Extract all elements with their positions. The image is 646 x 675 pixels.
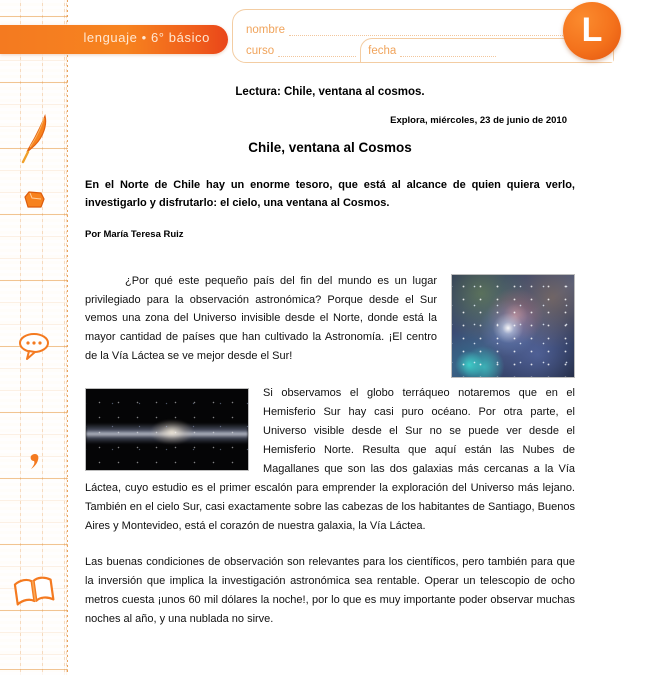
milky-way-photo	[85, 388, 249, 471]
open-book-icon	[0, 574, 68, 612]
nombre-label: nombre	[246, 24, 285, 36]
subject-tab[interactable]	[0, 25, 228, 54]
inkwell-icon	[0, 188, 68, 216]
paragraph-3: Las buenas condiciones de observación son relevantes para los científicos, pero también para que la inversión que implica la investigación astronómica sea rentable. Operar un telescopio de ocho metros cuesta ¡unos 60 mil dólares la noche!, por lo que es muy importante poder observar muchas noches al año, y una nublada no sirve.	[85, 556, 575, 626]
reading-label: Lectura: Chile, ventana al cosmos.	[235, 86, 425, 98]
nebula-stars-overlay	[452, 275, 574, 377]
curso-input-line[interactable]	[278, 46, 356, 57]
fecha-label: fecha	[368, 45, 397, 57]
nebula-photo	[451, 274, 575, 378]
byline: Por María Teresa Ruiz	[85, 228, 184, 240]
subject-badge-letter: L	[581, 10, 603, 49]
nombre-field[interactable]	[246, 24, 611, 36]
page-title: Chile, ventana al Cosmos	[248, 140, 412, 155]
fecha-input-line[interactable]	[400, 46, 496, 57]
speech-bubble-icon	[0, 332, 68, 364]
comma-icon	[0, 452, 68, 478]
milky-way-stars-overlay	[86, 389, 248, 470]
source-credit: Explora, miércoles, 23 de junio de 2010	[390, 115, 567, 126]
paragraph-1: ¿Por qué este pequeño país del fin del mundo es un lugar privilegiado para la observación astronómica? Porque desde el Sur vemos una zona del Universo invisible desde el Norte, donde está la mayor cantidad de países que han cultivado la Astronomía. ¡El centro de la Vía Láctea se ve mejor desde el Sur!	[85, 274, 437, 363]
subject-badge	[563, 2, 621, 60]
curso-fecha-fields[interactable]	[246, 45, 496, 57]
lead-paragraph: En el Norte de Chile hay un enorme tesoro, que está al alcance de quien quiera verlo, investigarlo y disfrutarlo: el cielo, una ventana al Cosmos.	[85, 179, 575, 209]
quill-pen-icon	[0, 112, 68, 170]
paragraph-block-1	[85, 272, 575, 385]
paragraph-2: Si observamos el globo terráqueo notaremos que en el Hemisferio Sur hay casi puro océano. Por otra parte, el Universo visible desde el Sur no se puede ver desde el Hemisferio Norte. Resulta que aquí están las Nubes de Magallanes que son las dos galaxias más cercanas a la Vía Láctea, cuyo estudio es el primer escalón para emprender la exploración del Universo más lejano. También en el cielo Sur, casi exactamente sobre las cabezas de los habitantes de Santiago, Buenos Aires y Montevideo, está el corazón de nuestra galaxia, la Vía Láctea.	[85, 387, 575, 532]
reading-content	[85, 86, 575, 647]
paragraph-block-2	[85, 384, 575, 553]
subject-tab-label: lenguaje • 6° básico	[83, 30, 210, 45]
curso-label: curso	[246, 45, 275, 57]
